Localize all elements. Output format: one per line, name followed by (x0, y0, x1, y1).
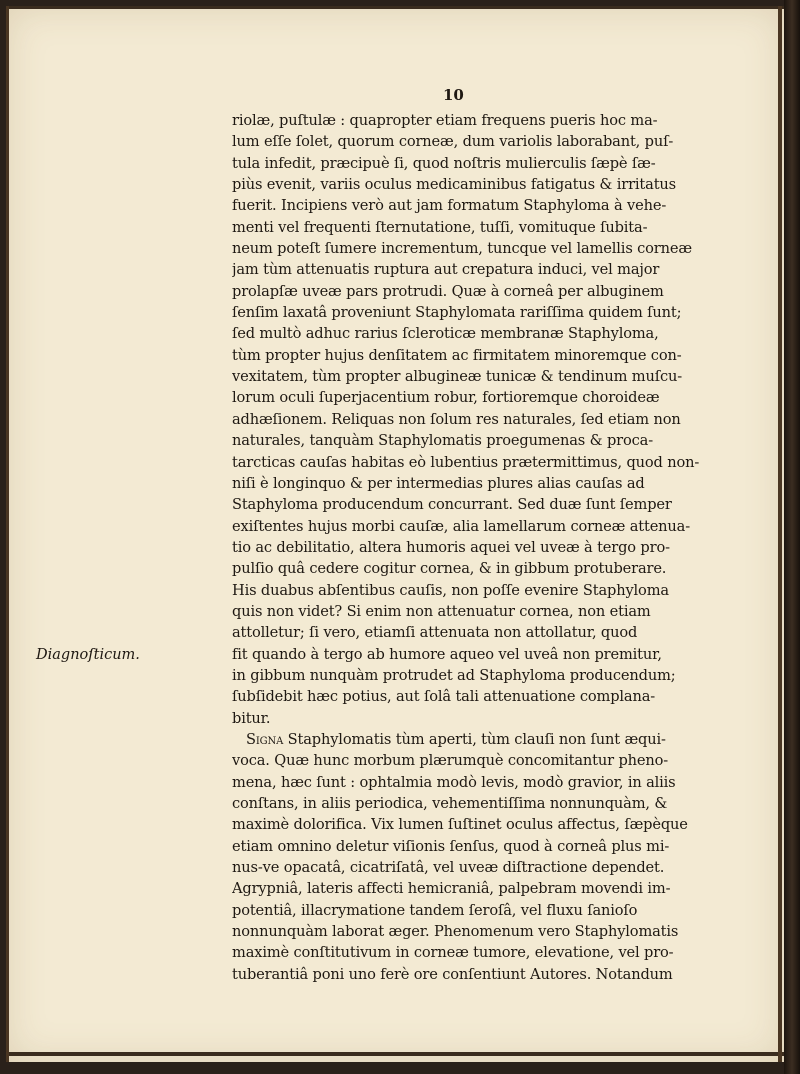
right-border-rule (778, 6, 782, 1062)
text-line: in gibbum nunquàm protrudet ad Staphyloma producendum; (232, 666, 676, 684)
text-line: menti vel frequenti ſternutatione, tuſſi, vomituque ſubita- (232, 218, 648, 236)
text-line: tuberantiâ poni uno ferè ore conſentiunt Autores. Notandum (232, 965, 673, 983)
margin-note: Diagnoſticum. (36, 647, 140, 663)
text-line: ſed multò adhuc rarius ſcleroticæ membranæ Staphyloma, (232, 325, 659, 343)
text-line: exiſtentes hujus morbi cauſæ, alia lamellarum corneæ attenua- (232, 517, 691, 535)
text-line: tula infedit, præcipuè ſi, quod noſtris mulierculis ſæpè ſæ- (232, 154, 656, 172)
text-line: prolapſæ uveæ pars protrudi. Quæ à corneâ per albuginem (232, 282, 664, 300)
text-line: maximè conſtitutivum in corneæ tumore, elevatione, vel pro- (232, 944, 674, 962)
text-line: nonnunquàm laborat æger. Phenomenum vero Staphylomatis (232, 923, 679, 941)
text-line: tio ac debilitatio, altera humoris aquei vel uveæ à tergo pro- (232, 538, 670, 556)
bottom-border-rule (6, 1052, 784, 1056)
text-line: lum eſſe ſolet, quorum corneæ, dum variolis laborabant, puſ- (232, 133, 674, 151)
text-line: lorum oculi ſuperjacentium robur, fortioremque choroideæ (232, 389, 660, 407)
text-line: quis non videt? Si enim non attenuatur cornea, non etiam (232, 602, 651, 620)
text-line: bitur. (232, 709, 271, 727)
text-line: pulſio quâ cedere cogitur cornea, & in gibbum protuberare. (232, 560, 667, 578)
text-line: niſi è longinquo & per intermedias plures alias cauſas ad (232, 474, 645, 492)
text-line: His duabus abſentibus cauſis, non poſſe evenire Staphyloma (232, 581, 669, 599)
text-line: potentiâ, illacrymatione tandem ſeroſâ, vel fluxu ſanioſo (232, 901, 638, 919)
body-text (232, 110, 768, 985)
text-line: ſenſim laxatâ proveniunt Staphylomata rariſſima quidem ſunt; (232, 304, 682, 322)
text-line: etiam omnino deletur viſionis ſenſus, quod à corneâ plus mi- (232, 837, 670, 855)
text-line: adhæſionem. Reliquas non ſolum res naturales, ſed etiam non (232, 410, 681, 428)
text-line: ſubſidebit hæc potius, aut ſolâ tali attenuatione complana- (232, 688, 656, 706)
text-line: vexitatem, tùm propter albugineæ tunicæ & tendinum muſcu- (232, 368, 683, 386)
binding-edge (784, 0, 800, 1074)
left-border-rule (6, 6, 9, 1062)
text-line: tùm propter hujus denſitatem ac firmitatem minoremque con- (232, 346, 682, 364)
text-line: mena, hæc ſunt : ophtalmia modò levis, modò gravior, in aliis (232, 773, 676, 791)
text-line: fuerit. Incipiens verò aut jam formatum Staphyloma à vehe- (232, 197, 667, 215)
top-border-rule (6, 6, 784, 9)
text-line: tarcticas cauſas habitas eò lubentius prætermittimus, quod non- (232, 453, 700, 471)
text-line: nus-ve opacatâ, cicatriſatâ, vel uveæ diſtractione dependet. (232, 859, 665, 877)
text-line: conſtans, in aliis periodica, vehementiſſima nonnunquàm, & (232, 795, 668, 812)
page-number: 10 (443, 86, 464, 104)
text-line: riolæ, puſtulæ : quapropter etiam frequens pueris hoc ma- (232, 112, 658, 129)
text-line: voca. Quæ hunc morbum plærumquè concomitantur pheno- (232, 752, 669, 770)
text-line: Signa Staphylomatis tùm aperti, tùm clauſi non ſunt æqui- (246, 730, 666, 748)
text-line: attolletur; ſi vero, etiamſi attenuata non attollatur, quod (232, 624, 638, 642)
text-line: Staphyloma producendum concurrant. Sed duæ ſunt ſemper (232, 496, 672, 514)
text-line: Agrypniâ, lateris affecti hemicraniâ, palpebram movendi im- (232, 880, 671, 898)
text-line: fit quando à tergo ab humore aqueo vel uveâ non premitur, (232, 645, 662, 663)
text-line: naturales, tanquàm Staphylomatis proegumenas & proca- (232, 432, 653, 450)
text-line: neum poteſt ſumere incrementum, tuncque vel lamellis corneæ (232, 240, 692, 258)
text-line: jam tùm attenuatis ruptura aut crepatura induci, vel major (232, 261, 660, 279)
text-line: maximè dolorifica. Vix lumen ſuſtinet oculus affectus, ſæpèque (232, 816, 688, 834)
text-line: piùs evenit, variis oculus medicaminibus fatigatus & irritatus (232, 176, 677, 194)
